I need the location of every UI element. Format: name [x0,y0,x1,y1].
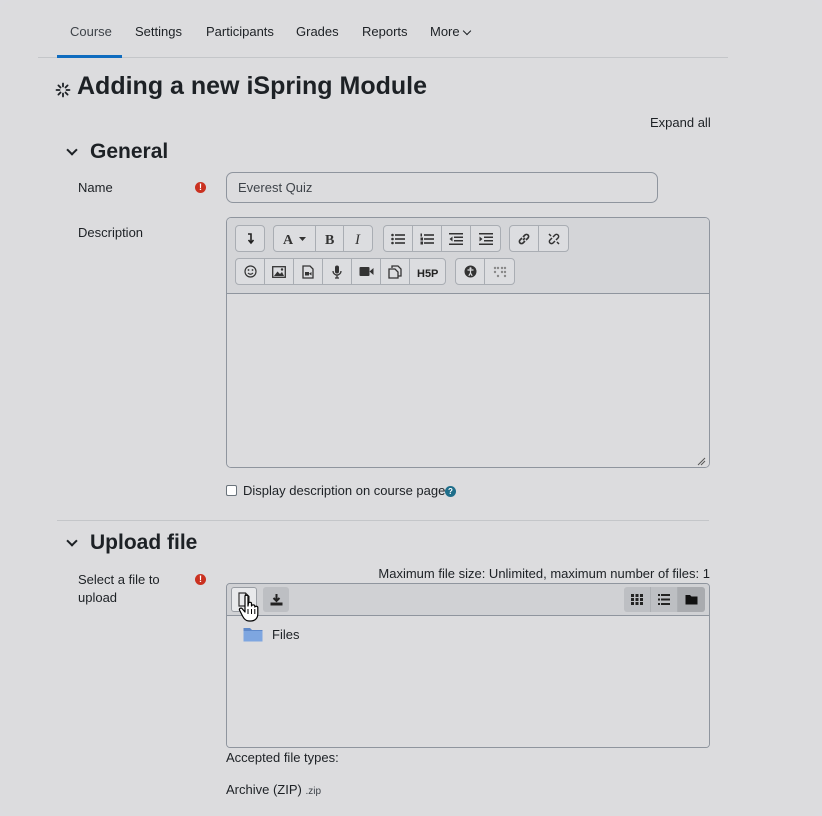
active-tab-indicator [57,55,122,58]
view-tree-button[interactable] [678,587,705,612]
chevron-down-icon [462,27,470,35]
image-icon [272,266,286,278]
view-icons-button[interactable] [624,587,651,612]
microphone-icon [332,265,342,279]
tab-participants[interactable]: Participants [206,24,274,39]
files-icon [388,265,402,279]
ordered-list-button[interactable] [413,226,442,251]
braille-icon [493,266,507,278]
toolbar-group-style [273,225,373,252]
screenreader-helper-button[interactable] [485,259,514,284]
accessibility-checker-button[interactable] [456,259,485,284]
toolbar-group-lists [383,225,501,252]
description-label: Description [78,225,144,240]
toolbar-group-media [235,258,446,285]
file-video-icon [302,265,314,279]
file-type-name: Archive (ZIP) [226,782,302,797]
toolbar-group-accessibility [455,258,515,285]
svg-text:B: B [324,232,334,246]
toolbar-group-links [509,225,569,252]
record-video-button[interactable] [352,259,381,284]
file-icon [238,592,250,607]
unlink-icon [547,232,561,246]
editor-toolbar [227,218,709,294]
italic-button[interactable] [344,226,372,251]
insert-image-button[interactable] [265,259,294,284]
tab-reports[interactable]: Reports [362,24,408,39]
folder-icon[interactable] [243,626,263,642]
file-type-extension: .zip [305,786,322,797]
grid-icon [631,594,643,605]
download-icon [270,593,283,606]
required-icon: ! [195,182,206,193]
required-icon: ! [195,574,206,585]
toolbar-group-toggle [235,225,265,252]
bold-icon [324,232,336,246]
unlink-button[interactable] [539,226,568,251]
unordered-list-button[interactable] [384,226,413,251]
outdent-button[interactable] [442,226,471,251]
course-nav-tabs [38,0,728,58]
record-audio-button[interactable] [323,259,352,284]
h5p-icon [417,266,439,278]
numbered-list-icon [420,233,434,245]
tab-grades[interactable]: Grades [296,24,339,39]
view-list-button[interactable] [651,587,678,612]
folder-label[interactable]: Files [272,627,300,642]
download-all-button[interactable] [263,587,289,612]
svg-text:A: A [282,232,293,246]
display-description-label[interactable]: Display description on course page [243,483,446,498]
tab-settings[interactable]: Settings [135,24,182,39]
section-heading-upload[interactable]: Upload file [90,531,198,554]
name-input[interactable] [226,172,658,203]
level-down-icon [245,233,255,245]
italic-icon [353,232,363,246]
view-switcher [624,587,705,612]
tab-more-label: More [430,24,460,39]
description-textarea[interactable] [227,294,709,468]
indent-button[interactable] [471,226,500,251]
description-editor [226,217,710,468]
paragraph-styles-button[interactable] [274,226,316,251]
indent-icon [479,233,493,245]
insert-media-button[interactable] [294,259,323,284]
collapse-general-icon[interactable] [65,145,79,159]
video-camera-icon [359,266,374,277]
select-file-label: Select a file to upload [78,572,160,605]
show-more-buttons[interactable] [236,226,264,251]
list-icon [658,594,670,605]
bold-button[interactable] [316,226,344,251]
accessibility-icon [464,265,477,278]
smiley-icon [244,265,257,278]
file-manager-toolbar [227,584,709,616]
page-title: Adding a new iSpring Module [77,72,427,100]
folder-icon [685,594,698,605]
ispring-module-icon [55,82,71,98]
font-style-icon [282,232,308,246]
manage-files-button[interactable] [381,259,410,284]
insert-h5p-button[interactable] [410,259,445,284]
link-button[interactable] [510,226,539,251]
expand-all-link[interactable]: Expand all [650,115,711,130]
resize-handle-icon[interactable] [696,456,706,466]
accepted-file-type [226,782,321,797]
accepted-types-label: Accepted file types: [226,750,339,765]
section-divider [57,520,709,521]
max-file-size-text: Maximum file size: Unlimited, maximum number of files: 1 [378,566,710,581]
bullet-list-icon [391,233,405,245]
help-icon[interactable]: ? [445,486,456,497]
section-heading-general[interactable]: General [90,140,169,163]
tab-more[interactable] [430,24,470,39]
link-icon [517,232,531,246]
tab-course[interactable]: Course [70,24,112,39]
svg-text:H5P: H5P [416,267,438,278]
file-manager [226,583,710,748]
add-file-button[interactable] [231,587,257,612]
collapse-upload-icon[interactable] [65,536,79,550]
display-description-checkbox[interactable] [226,485,237,496]
file-manager-content [227,616,709,748]
emoji-button[interactable] [236,259,265,284]
outdent-icon [449,233,463,245]
name-label: Name [78,180,113,195]
svg-text:I: I [355,231,360,246]
